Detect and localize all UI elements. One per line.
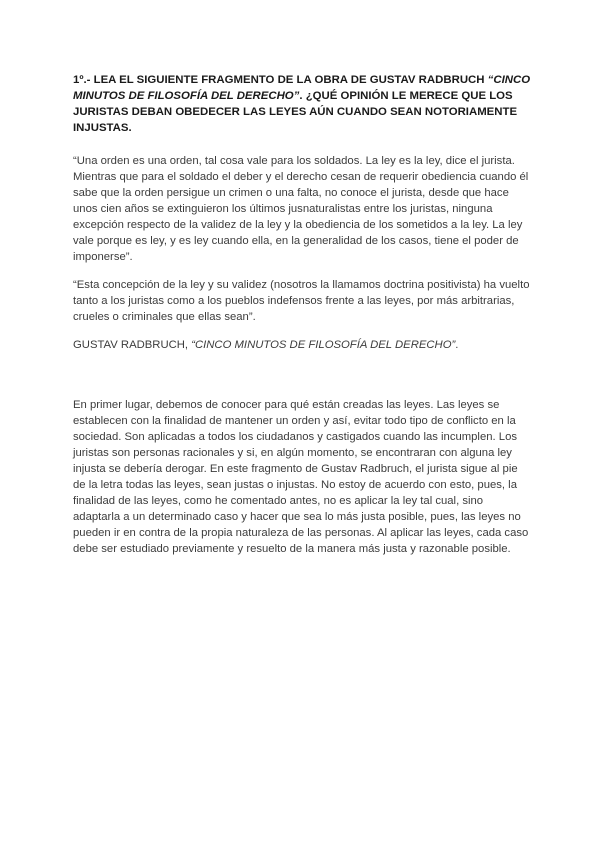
question-heading [73,72,531,136]
citation-author: GUSTAV RADBRUCH, [73,339,192,351]
answer-paragraph: En primer lugar, debemos de conocer para qué están creadas las leyes. Las leyes se establecen con la finalidad de mantener un orden y así, evitar todo tipo de conflicto en la sociedad. Son aplicadas a todos los ciudadanos y castigados cuando las incumplen. Los juristas son personas racionales y si, en algún momento, se encontraran con alguna ley injusta se debería derogar. En este fragmento de Gustav Radbruch, el jurista sigue al pie de la letra todas las leyes, sean justas o injustas. No estoy de acuerdo con esto, pues, la finalidad de las leyes, como he comentado antes, no es aplicar la ley tal cual, sino adaptarla a un determinado caso y hacer que sea lo más justa posible, pues, las leyes no pueden ir en contra de la propia naturaleza de las personas. Al aplicar las leyes, cada caso debe ser estudiado previamente y resuelto de la manera más justa y razonable posible. [73,399,529,555]
citation-end: . [455,339,459,351]
citation-work: “CINCO MINUTOS DE FILOSOFÍA DEL DERECHO” [191,339,456,351]
question-suffix: . ¿QUÉ OPINIÓN LE MERECE QUE LOS JURISTAS DEBAN OBEDECER LAS LEYES AÚN CUANDO SEAN NOTORIAMENTE INJUSTAS. [73,90,518,134]
question-prefix: 1º.- LEA EL SIGUIENTE FRAGMENTO DE LA OBRA DE GUSTAV RADBRUCH [73,74,488,86]
question-work-title: “CINCO MINUTOS DE FILOSOFÍA DEL DERECHO” [73,74,531,102]
quote-paragraph-1: “Una orden es una orden, tal cosa vale para los soldados. La ley es la ley, dice el jurista. Mientras que para el soldado el deber y el derecho cesan de requerir obediencia cuando él sabe que la orden persigue un crimen o una falta, no conoce el jurista, desde que hace unos cien años se extinguieron los últimos jusnaturalistas entre los juristas, ninguna excepción respecto de la validez de la ley y la obediencia de los sometidos a la ley. La ley vale porque es ley, y es ley cuando ella, en la generalidad de los casos, tiene el poder de imponerse”. [73,155,529,263]
citation [73,337,531,353]
document-page [73,72,531,569]
quote-paragraph-2: “Esta concepción de la ley y su validez (nosotros la llamamos doctrina positivista) ha vuelto tanto a los juristas como a los pueblos indefensos frente a las leyes, por más arbitrarias, crueles o criminales que ellas sean”. [73,279,530,323]
